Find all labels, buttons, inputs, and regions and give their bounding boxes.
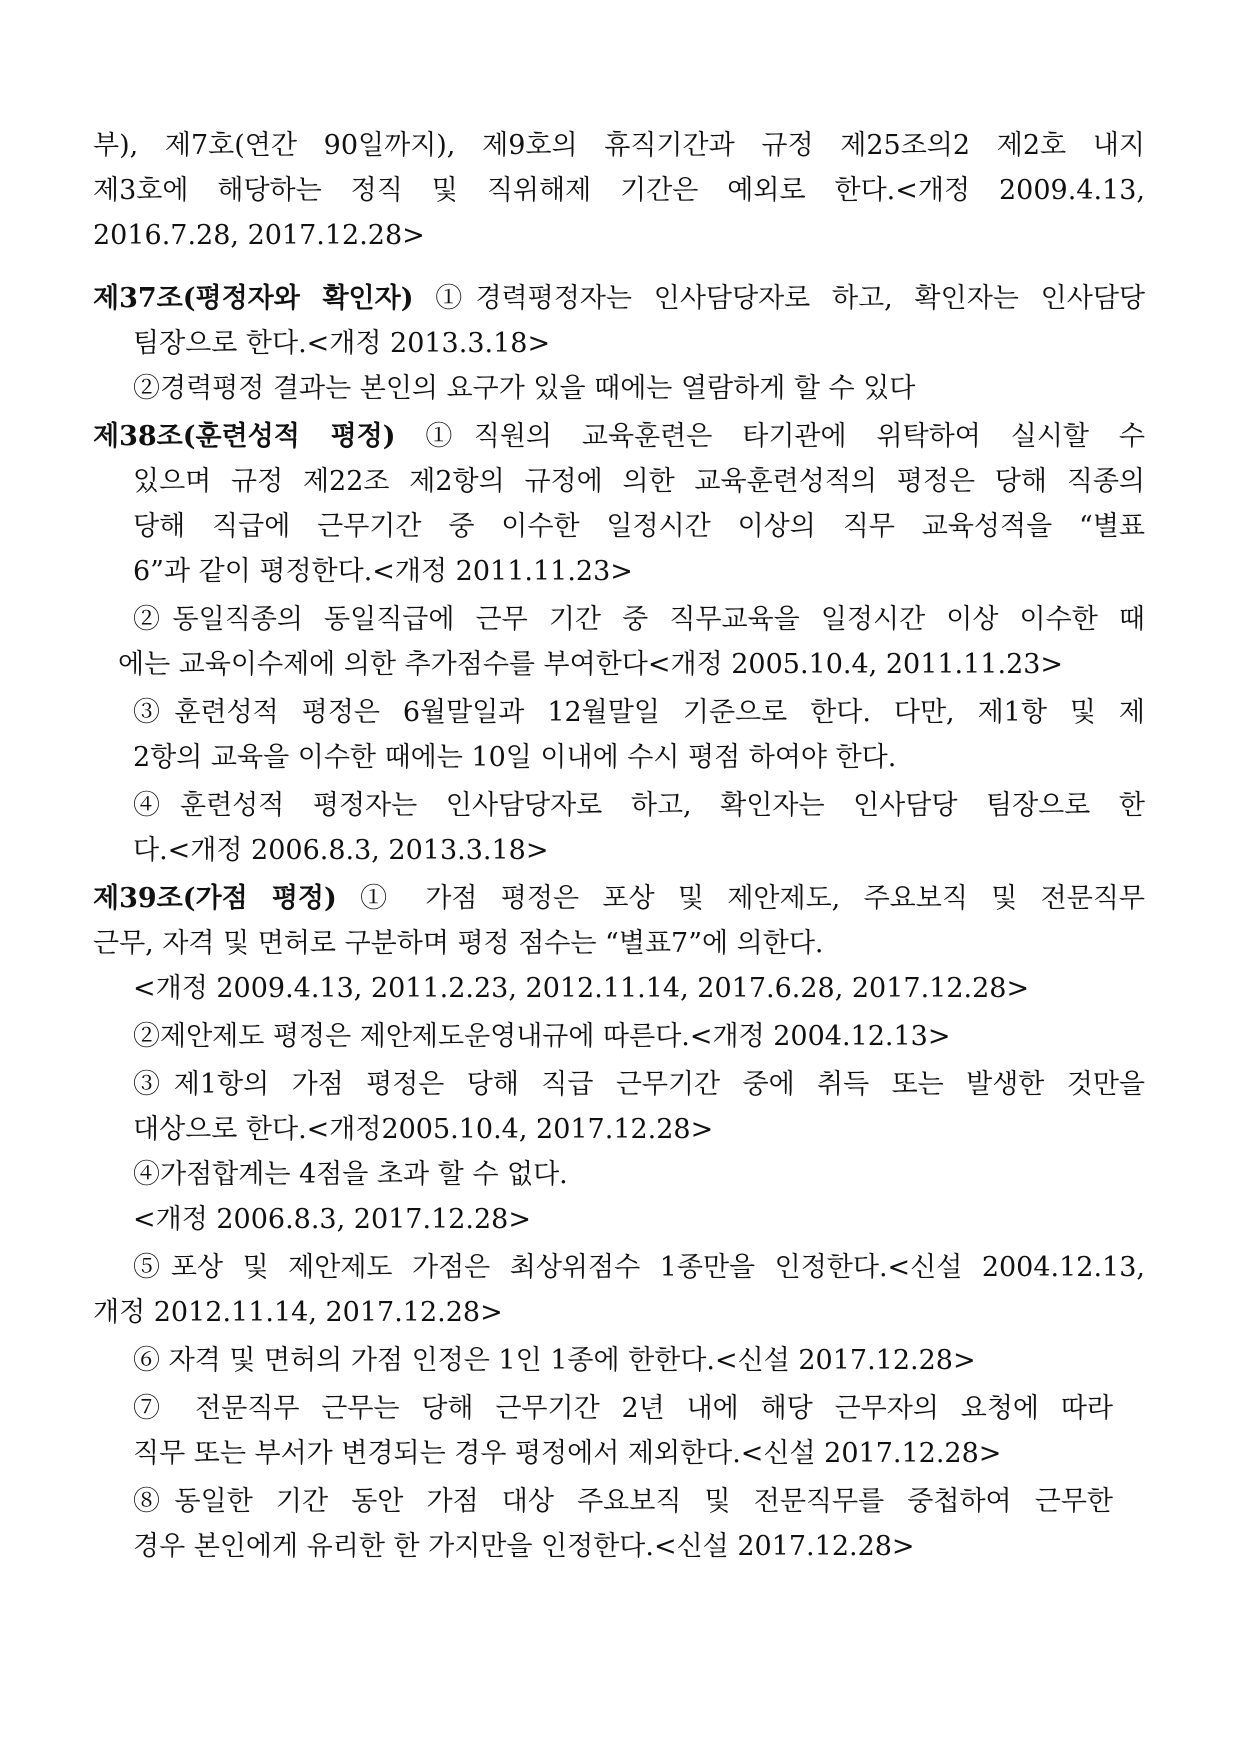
article-37-heading: 제37조(평정자와 확인자) xyxy=(93,283,414,314)
text-line: 근무, 자격 및 면허로 구분하며 평정 점수는 “별표7”에 의한다. xyxy=(93,928,824,959)
text-line: 2항의 교육을 이수한 때에는 10일 이내에 수시 평점 하여야 한다. xyxy=(133,742,897,773)
text-line: 직무 또는 부서가 변경되는 경우 평정에서 제외한다.<신설 2017.12.28> xyxy=(133,1438,1002,1469)
text-line: ③훈련성적 평정은 6월말일과 12월말일 기준으로 한다. 다만, 제1항 및 제 xyxy=(133,697,1145,728)
text-line: <개정 2009.4.13, 2011.2.23, 2012.11.14, 2017.6.28, 2017.12.28> xyxy=(133,973,1030,1004)
text-line: 있으며 규정 제22조 제2항의 규정에 의한 교육훈련성적의 평정은 당해 직종의 xyxy=(133,466,1145,497)
text-line: 2016.7.28, 2017.12.28> xyxy=(93,220,425,251)
text-line: 제3호에 해당하는 정직 및 직위해제 기간은 예외로 한다.<개정 2009.4.13, xyxy=(93,175,1145,206)
text-line: ②동일직종의 동일직급에 근무 기간 중 직무교육을 일정시간 이상 이수한 때 xyxy=(133,604,1145,635)
article-38-text: ①직원의 교육훈련은 타기관에 위탁하여 실시할 수 xyxy=(395,421,1145,452)
text-line: 대상으로 한다.<개정2005.10.4, 2017.12.28> xyxy=(133,1114,714,1145)
text-line: 에는 교육이수제에 의한 추가점수를 부여한다<개정 2005.10.4, 2011.11.23> xyxy=(118,649,1064,680)
text-line: ④가점합계는 4점을 초과 할 수 없다. xyxy=(133,1159,568,1190)
text-line: ④훈련성적 평정자는 인사담당자로 하고, 확인자는 인사담당 팀장으로 한 xyxy=(133,790,1145,821)
article-39-text: ① 가점 평정은 포상 및 제안제도, 주요보직 및 전문직무 xyxy=(336,883,1146,914)
text-line: ⑥ 자격 및 면허의 가점 인정은 1인 1종에 한한다.<신설 2017.12.28> xyxy=(133,1345,976,1376)
article-37-line xyxy=(93,279,1145,319)
text-line: 부), 제7호(연간 90일까지), 제9호의 휴직기간과 규정 제25조의2 제2호 내지 xyxy=(93,130,1145,161)
text-line: 다.<개정 2006.8.3, 2013.3.18> xyxy=(133,835,549,866)
article-38-heading: 제38조(훈련성적 평정) xyxy=(93,421,396,452)
article-39-heading: 제39조(가점 평정) xyxy=(93,883,337,914)
text-line: ③제1항의 가점 평정은 당해 직급 근무기간 중에 취득 또는 발생한 것만을 xyxy=(133,1069,1145,1100)
text-line: ②경력평정 결과는 본인의 요구가 있을 때에는 열람하게 할 수 있다 xyxy=(133,373,916,404)
text-line: <개정 2006.8.3, 2017.12.28> xyxy=(133,1204,531,1235)
text-line: 팀장으로 한다.<개정 2013.3.18> xyxy=(133,328,551,359)
text-line: ②제안제도 평정은 제안제도운영내규에 따른다.<개정 2004.12.13> xyxy=(133,1021,951,1052)
article-37-text: ①경력평정자는 인사담당자로 하고, 확인자는 인사담당 xyxy=(413,283,1145,314)
text-line: 6”과 같이 평정한다.<개정 2011.11.23> xyxy=(133,556,633,587)
text-line: ⑧동일한 기간 동안 가점 대상 주요보직 및 전문직무를 중첩하여 근무한 xyxy=(133,1486,1113,1517)
text-line: 경우 본인에게 유리한 한 가지만을 인정한다.<신설 2017.12.28> xyxy=(133,1531,915,1562)
text-line: ⑦ 전문직무 근무는 당해 근무기간 2년 내에 해당 근무자의 요청에 따라 xyxy=(133,1393,1113,1424)
text-line: ⑤포상 및 제안제도 가점은 최상위점수 1종만을 인정한다.<신설 2004.12.13, xyxy=(133,1252,1145,1283)
text-line: 당해 직급에 근무기간 중 이수한 일정시간 이상의 직무 교육성적을 “별표 xyxy=(133,511,1145,542)
article-39-line xyxy=(93,879,1145,919)
article-38-line xyxy=(93,417,1145,457)
text-line: 개정 2012.11.14, 2017.12.28> xyxy=(93,1297,503,1328)
